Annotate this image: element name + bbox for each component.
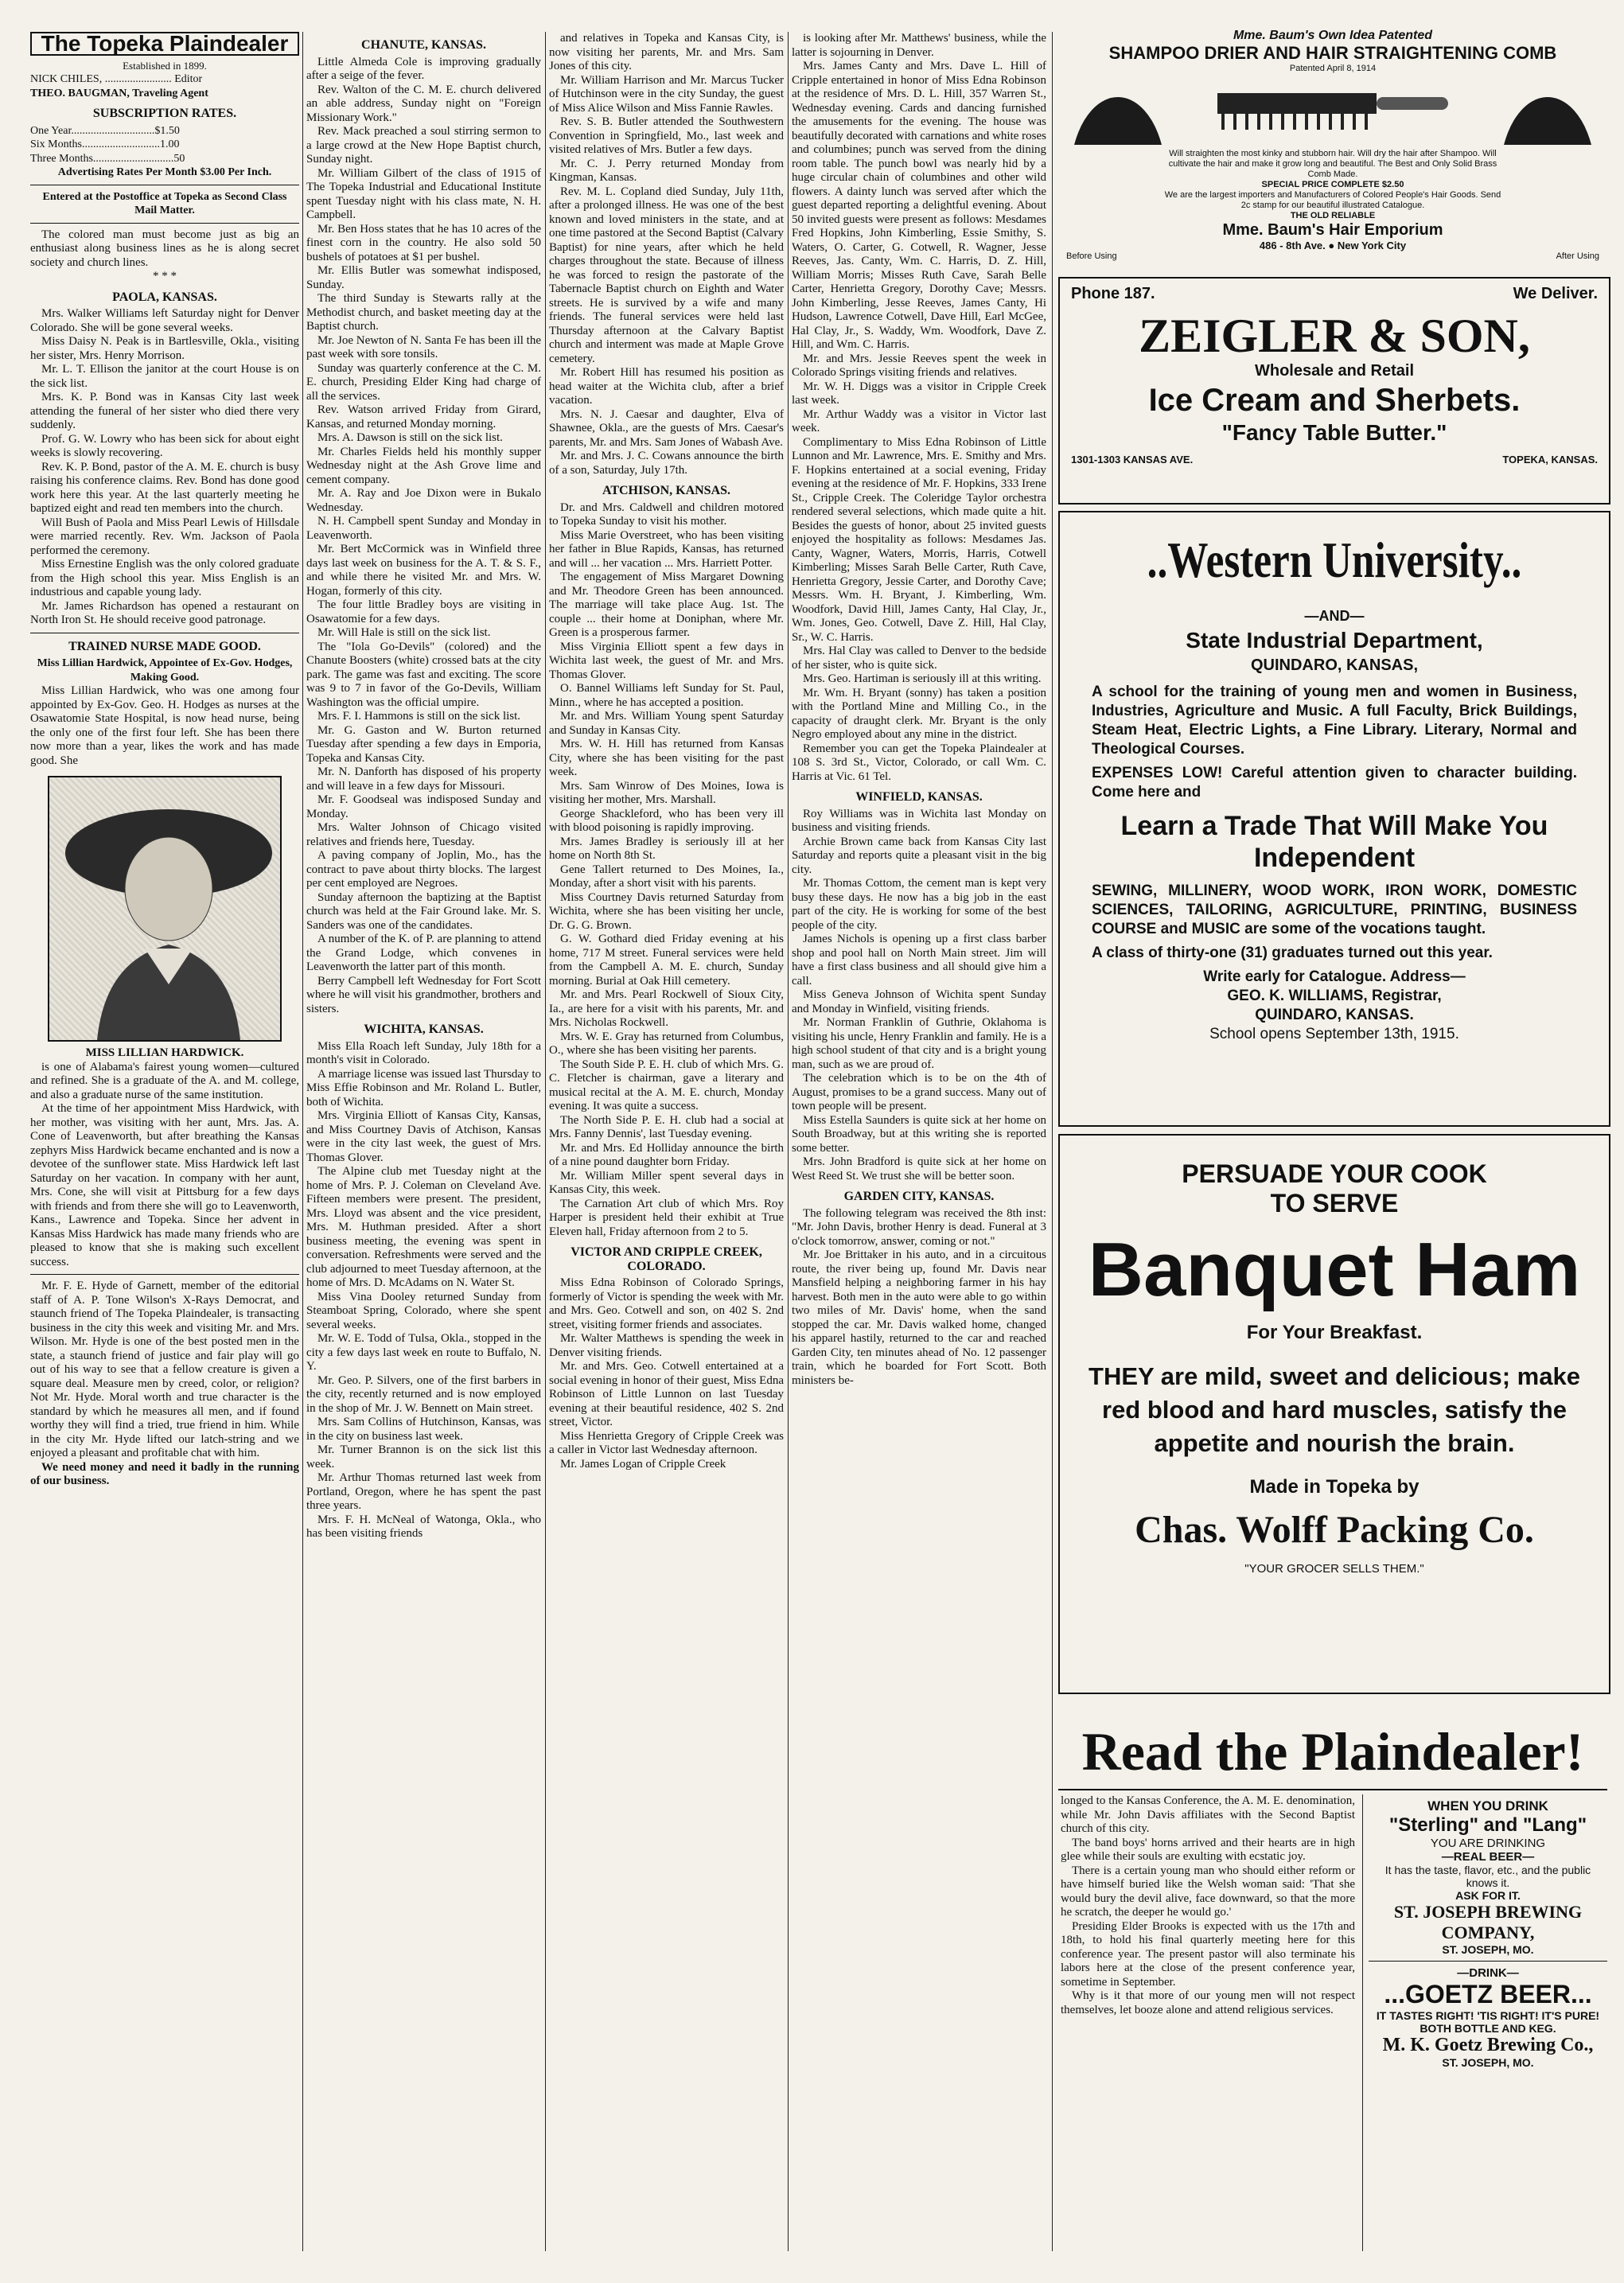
news-item: The celebration which is to be on the 4th of August, promises to be a grand success. Many out of town people will be present.	[792, 1072, 1046, 1112]
western-name: ..Western University..	[1147, 532, 1522, 588]
news-item: Will Bush of Paola and Miss Pearl Lewis of Hillsdale were married recently. Rev. Wm. Jackson of Paola performed the ceremony.	[30, 516, 299, 557]
zeigler-product: Ice Cream and Sherbets.	[1148, 383, 1521, 418]
chanute-head: CHANUTE, KANSAS.	[361, 38, 486, 52]
news-item: There is a certain young man who should either reform or have himself buried like the Welsh woman said: 'That she would bury the devil alive, face downward, so that the more he scratch, the deeper he would go.'	[1061, 1864, 1355, 1919]
baum-patent: Patented April 8, 1914	[1289, 64, 1377, 73]
news-item: Mr. James Richardson has opened a restaurant on North Iron St. He should receive good patronage.	[30, 599, 299, 626]
news-item: The North Side P. E. H. club had a social at Mrs. Fanny Dennis', last Tuesday evening.	[549, 1113, 784, 1140]
news-item: The Alpine club met Tuesday night at the home of Mrs. P. J. Coleman on Cleveland Ave. Fifteen members were present. The president, Mrs. Lloyd was absent and the vice president, Mrs. M. Huthman presided. After a short business meeting, the evening was spent in conversation. Refreshments were served and the club adjourned to meet Tuesday afternoon, at the home of Mrs. D. McAdams on N. Water St.	[306, 1165, 541, 1289]
news-item: Mrs. Geo. Hartiman is seriously ill at this writing.	[803, 672, 1042, 685]
news-item: The band boys' horns arrived and their hearts are in high glee while their souls are exulting with ecstatic joy.	[1061, 1836, 1355, 1863]
continued-column	[1061, 1794, 1355, 2251]
news-item: The engagement of Miss Margaret Downing and Mr. Theodore Green has been announced. The marriage will take place Aug. 1st. The couple ... their home at Doniphan, where Mr. Green is a prosperous farmer.	[549, 571, 784, 639]
news-item: Mr. and Mrs. Pearl Rockwell of Sioux City, Ia., are here for a visit with his parents, Mr. and Mrs. Nicholas Rockwell.	[549, 988, 784, 1029]
news-item: James Nichols is opening up a first class barber shop and pool hall on North Main street. Jim will have a first class business and all should give him a call.	[792, 933, 1046, 988]
news-item: Complimentary to Miss Edna Robinson of Little Lunnon and Mr. Lawrence, Mrs. E. Smithy and Mrs. F. Hopkins entertained at a social evening, Friday evening at the residence of Mr. F. Hopkins, 333 Irene St., Cripple Creek. The Coleridge Taylor orchestra rendered several selections, which made quite a hit. Besides the guests of honor, about 25 invited guests enjoyed the hospitality as follows: Mesdames Jas. Canty, Wagner, Waters, Morris, Harris, Cotwell Kimberling; Misses Sarah Belle Carter, Ruth Cave, Henrietta Gregory, Jessie Carter, and Dorothy Cave; Messrs. Wm. H. Bryant, J. Kimberling, Wm. Woodfork, David Hill, James Canty, Hal Clay, Jr., Wm. Jones, Geo. Cotwell, Dave Z. Hill, Hal Clay, Sr., W. C. Harris.	[792, 435, 1046, 644]
rate-six: Six Months............................1.00	[30, 138, 180, 150]
column-4	[792, 32, 1046, 2251]
news-item: Sunday afternoon the baptizing at the Baptist church was held at the Fair Ground lake. Mr. S. Sanders was one of the candidates.	[306, 890, 541, 932]
news-item: Mr. Ben Hoss states that he has 10 acres of the finest corn in the country. He also sold 50 bushels of potatoes at $1 per bushel.	[306, 222, 541, 263]
news-item: Mr. Geo. P. Silvers, one of the first barbers in the city, recently returned and is now employed in the shop of Mr. J. W. Bennett on Main street.	[306, 1373, 541, 1415]
news-item: Mrs. N. J. Caesar and daughter, Elva of Shawnee, Okla., are the guests of Mrs. Caesar's parents, Mr. and Mrs. Sam Jones of Wabash Ave.	[549, 407, 784, 449]
news-item: Mrs. James Canty and Mrs. Dave L. Hill of Cripple entertained in honor of Miss Edna Robinson at the residence of Mrs. D. L. Hill, 357 Warren St., Wednesday evening. Cards and dancing furnished the amusements for the evening. The house was beautifully decorated with carnations and white roses and columbines; punch was served from the dining room table. The punch bowl was nearly hid by a huge circular chain of columbines and other wild flowers. A dainty lunch was served after which the guest departed reporting a delightful evening. About 50 invited guests were present as follows: Mesdames Fred Hopkins, John Kimberling, Essie Smithy, S. Waters, O. Carter, G. Cotwell, R. Wagner, Jesse Reeves, Jas. Canty, Wm. C. Harris, D. Z. Hill, William Morris; Misses Ruth Cave, Sarah Belle Carter, Henrietta Gregory, Dorothy Cave; Messrs. John Kimberling, Jesse Reeves, James Canty, Hi Hudson, Lawrence Cotwell, Dave Hill, Earl McGee, Hal Clay, Jr., S. Waddy, Wm. Woodfork, Dave Z. Hill, and Wm. C. Harris.	[792, 60, 1046, 351]
news-item: Mr. and Mrs. Geo. Cotwell entertained at a social evening in honor of their guest, Miss Edna Robinson of Little Lunnon on last Tuesday evening at their beautiful residence, 402 S. 2nd street, Victor.	[549, 1360, 784, 1428]
news-item: and relatives in Topeka and Kansas City, is now visiting her parents, Mr. and Mrs. Sam Jones of this city.	[549, 32, 784, 72]
baum-body: Will straighten the most kinky and stubborn hair. Will dry the hair after Shampoo. Will cultivate the hair and make it grow long and beautiful. The Best and Only Solid Brass Comb Made.	[1168, 149, 1497, 179]
news-item: Gene Tallert returned to Des Moines, Ia., Monday, after a short visit with his parents.	[549, 863, 784, 890]
news-item: Mr. Bert McCormick was in Winfield three days last week on business for the A. T. & S. F., and while there he visited Mr. and Mrs. W. Hogan, formerly of this city.	[306, 543, 541, 598]
woman-portrait-icon	[49, 777, 280, 1040]
baum-body2: We are the largest importers and Manufacturers of Colored People's Hair Goods. Send 2c stamp for our beautiful illustrated Catalogue.	[1164, 190, 1501, 210]
news-item: is looking after Mr. Matthews' business, while the latter is sojourning in Denver.	[792, 32, 1046, 59]
news-item: Mrs. A. Dawson is still on the sick list.	[317, 431, 503, 444]
advertising-rates: Advertising Rates Per Month $3.00 Per Inch.	[57, 166, 272, 178]
rate-three: Three Months.............................50	[30, 152, 185, 165]
news-item: Rev. M. L. Copland died Sunday, July 11th, after a prolonged illness. He was one of the best known and loved ministers in the state, and at one time pastored at the Second Baptist (Calvary Baptist) for nine years, after which he held charges throughout the state. Because of illness he was forced to resign the pastorate of the Tabernacle Baptist church on Eighth and Water streets. He is survived by a wife and many friends. The funeral services were held last Thursday afternoon at the Calvary Baptist church and interment was made at Maple Grove cemetery.	[549, 185, 784, 365]
news-item: Mr. and Mrs. William Young spent Saturday and Sunday in Kansas City.	[549, 710, 784, 737]
column-rule	[545, 32, 546, 2251]
divider	[1058, 1789, 1607, 1790]
beer-brewery: ST. JOSEPH BREWING COMPANY,	[1393, 1902, 1583, 1942]
news-item: Mr. Arthur Thomas returned last week from Portland, Oregon, where he has spent the past three years.	[306, 1471, 541, 1512]
news-item: Berry Campbell left Wednesday for Fort Scott where he will visit his grandmother, brothers and sisters.	[306, 974, 541, 1015]
news-item: Mr. William Miller spent several days in Kansas City, this week.	[549, 1169, 784, 1196]
masthead-staff-agent: THEO. BAUGMAN, Traveling Agent	[30, 87, 208, 99]
news-item: Mr. G. Gaston and W. Burton returned Tuesday after spending a few days in Emporia, Topeka and Kansas City.	[306, 723, 541, 765]
baum-comb-ad	[1058, 29, 1607, 267]
news-item: Archie Brown came back from Kansas City last Saturday and reports quite a pleasant visit in the big city.	[792, 835, 1046, 876]
baum-top: Mme. Baum's Own Idea Patented	[1233, 29, 1433, 42]
column-rule	[788, 32, 789, 2251]
western-learn: Learn a Trade That Will Make You Independent	[1120, 811, 1548, 873]
news-item: The South Side P. E. H. club of which Mrs. G. C. Fletcher is chairman, gave a literary and musical recital at the A. M. E. church, Monday evening. It was quite a success.	[549, 1058, 784, 1112]
zeigler-ad	[1058, 277, 1610, 505]
after-using-label: After Using	[1556, 251, 1599, 261]
baum-address: 486 - 8th Ave. ● New York City	[1259, 240, 1407, 251]
baum-old: THE OLD RELIABLE	[1290, 211, 1376, 220]
news-item: Mrs. F. H. McNeal of Watonga, Okla., who has been visiting friends	[306, 1513, 541, 1540]
news-item: George Shackleford, who has been very ill with blood poisoning is rapidly improving.	[549, 807, 784, 834]
ham-persuade: PERSUADE YOUR COOK	[1182, 1159, 1487, 1188]
news-item: Miss Courtney Davis returned Saturday from Wichita, where she has been visiting her uncle, Dr. G. G. Brown.	[549, 890, 784, 932]
masthead-staff-editor: NICK CHILES, ........................ Editor	[30, 73, 203, 85]
news-item: Mrs. Walker Williams left Saturday night for Denver Colorado. She will be gone several weeks.	[30, 307, 299, 334]
ham-body: THEY are mild, sweet and delicious; make red blood and hard muscles, satisfy the appetite and nourish the brain.	[1089, 1362, 1580, 1457]
column-rule	[1052, 32, 1053, 2251]
news-item: Roy Williams was in Wichita last Monday on business and visiting friends.	[792, 807, 1046, 834]
news-item: Mr. F. Goodseal was indisposed Sunday and Monday.	[306, 793, 541, 820]
goetz-beer: ...GOETZ BEER...	[1384, 1980, 1592, 2008]
rate-year: One Year..............................$1.50	[30, 124, 180, 137]
column-1	[30, 32, 299, 2251]
ham-company: Chas. Wolff Packing Co.	[1135, 1509, 1534, 1551]
news-item: O. Bannel Williams left Sunday for St. Paul, Minn., where he has accepted a position.	[549, 682, 784, 709]
read-plaindealer-banner: Read the Plaindealer!	[1081, 1721, 1584, 1782]
news-item: Rev. S. B. Butler attended the Southwestern Convention in Springfield, Mo., last week and visited relatives of Mrs. Butler a few days.	[549, 115, 784, 156]
western-university-ad	[1058, 511, 1610, 1127]
news-item: Mr. and Mrs. Ed Holliday announce the birth of a nine pound daughter born Friday.	[549, 1141, 784, 1168]
photo-caption: MISS LILLIAN HARDWICK.	[85, 1046, 244, 1059]
news-item: Miss Henrietta Gregory of Cripple Creek was a caller in Victor last Wednesday afternoon.	[549, 1429, 784, 1456]
masthead-title: The Topeka Plaindealer	[30, 32, 299, 56]
divider	[1369, 1961, 1607, 1962]
news-item: Mrs. W. E. Gray has returned from Columbus, O., where she has been visiting her parents.	[549, 1030, 784, 1057]
news-item: Mrs. Virginia Elliott of Kansas City, Kansas, and Miss Courtney Davis of Atchison, Kansas were in the city last week, the guest of Mrs. Thomas Glover.	[306, 1109, 541, 1164]
news-item: Sunday was quarterly conference at the C. M. E. church, Presiding Elder King had charge of all the services.	[306, 361, 541, 403]
news-item: The third Sunday is Stewarts rally at the Methodist church, and basket meeting day at the Baptist church.	[306, 292, 541, 333]
news-item: Rev. Mack preached a soul stirring sermon to a large crowd at the New Hope Baptist church, Sunday night.	[306, 125, 541, 166]
news-item: Mr. Robert Hill has resumed his position as head waiter at the Wichita club, after a brief vacation.	[549, 366, 784, 407]
column-rule	[302, 32, 303, 2251]
western-registrar: GEO. K. WILLIAMS, Registrar,	[1227, 988, 1442, 1004]
news-item: Mr. C. J. Perry returned Monday from Kingman, Kansas.	[549, 157, 784, 184]
baum-emporium: Mme. Baum's Hair Emporium	[1222, 221, 1443, 239]
news-item: Mr. Thomas Cottom, the cement man is kept very busy these days. He now has a big job in the east part of the city. He is working for some of the best people of the city.	[792, 877, 1046, 932]
news-item: Little Almeda Cole is improving gradually after a seige of the fever.	[306, 55, 541, 82]
news-item: The Carnation Art club of which Mrs. Roy Harper is president held their exhibit at True Eleven hall, Friday afternoon from 2 to 5.	[549, 1197, 784, 1238]
news-item: Mr. Turner Brannon is on the sick list this week.	[306, 1443, 541, 1471]
news-item: Mr. William Gilbert of the class of 1915 of The Topeka Industrial and Educational Institute spent Tuesday night with his class mate, N. H. Campbell.	[306, 166, 541, 221]
goetz-company: M. K. Goetz Brewing Co.,	[1382, 2035, 1594, 2055]
news-item: Presiding Elder Brooks is expected with us the 17th and 18th, to hold his final quarterly meeting here for this conference year. The present pastor will also terminate his labors here at the close of the present conference year, sometime in September.	[1061, 1919, 1355, 1989]
news-item: Mrs. John Bradford is quite sick at her home on West Reed St. We trust she will be better soon.	[792, 1155, 1046, 1182]
news-item: Mr. F. E. Hyde of Garnett, member of the editorial staff of A. P. Tone Wilson's X-Rays Democrat, and staunch friend of The Topeka Plaindealer, is transacting business in the city this week and visiting Mr. and Mrs. Wilson. Mr. Hyde is one of the best posted men in the state, a staunch friend of justice and fair play will go out of his way to see that a fellow creature is given a square deal. Measure men by creed, color, or religion? Not Mr. Hyde. Moral worth and true character is the standard by which he measures all men, and if found worthy they will find a tried, true friend in him. While in the city Mr. Hyde lifted our latch-string and we enjoyed a pleasant and profitable chat with him.	[30, 1280, 299, 1459]
news-item: Miss Ella Roach left Sunday, July 18th for a month's visit in Colorado.	[306, 1039, 541, 1066]
banquet-ham-ad	[1058, 1134, 1610, 1694]
news-item: Mr. Will Hale is still on the sick list.	[317, 626, 491, 639]
news-item: Mr. Arthur Waddy was a visitor in Victor last week.	[792, 407, 1046, 434]
zeigler-phone: Phone 187.	[1071, 285, 1155, 302]
news-item: Miss Virginia Elliott spent a few days in Wichita last week, the guest of Mr. and Mrs. Thomas Glover.	[549, 640, 784, 681]
news-item: Mr. Joe Brittaker in his auto, and in a circuitous route, the river being up, found Mr. Davis near Mansfield helping a neighboring farmer in his hay harvest. Both men in the auto were able to go within two miles of Mr. Davis' home, when the sand stopped the car. Mr. Davis walked home, changed his apparel hastily, returned to the car and reached Garden City, ten minutes ahead of No. 12 passenger train, which he boarded for Fort Scott. Both ministers be-	[792, 1249, 1046, 1387]
beer-real: —REAL BEER—	[1441, 1850, 1535, 1864]
news-item: Mrs. F. I. Hammons is still on the sick list.	[317, 710, 521, 723]
news-item: N. H. Campbell spent Sunday and Monday in Leavenworth.	[306, 515, 541, 542]
zeigler-name: ZEIGLER & SON,	[1139, 310, 1530, 362]
western-quindaro: QUINDARO, KANSAS.	[1255, 1007, 1414, 1023]
comb-icon	[1058, 73, 1607, 145]
news-item: The following telegram was received the 8th inst: "Mr. John Davis, brother Henry is dead. Funeral at 3 o'clock tomorrow, answer, coming or not."	[792, 1206, 1046, 1248]
news-item: G. W. Gothard died Friday evening at his home, 717 M street. Funeral services were held from the Campbell A. M. E. church, Sunday morning. Burial at Oak Hill cemetery.	[549, 933, 784, 988]
column-rule	[1362, 1794, 1363, 2251]
news-item: Miss Lillian Hardwick, who was one among four appointed by Ex-Gov. Geo. H. Hodges as nurses at the Osawatomie State Hospital, is now head nurse, being the only one of the first four left. She has been there now more than a year, likes the work and has made good. She	[30, 684, 299, 767]
column-3	[549, 32, 784, 2251]
masthead-established: Established in 1899.	[123, 59, 207, 72]
beer-brands: "Sterling" and "Lang"	[1388, 1814, 1587, 1836]
winfield-head: WINFIELD, KANSAS.	[855, 790, 983, 804]
news-item: Mrs. Sam Collins of Hutchinson, Kansas, was in the city on business last week.	[306, 1416, 541, 1443]
intro-paragraph: The colored man must become just as big an enthusiast along business lines as he is along secret society and church lines.	[30, 228, 299, 269]
western-dept: State Industrial Department,	[1186, 628, 1483, 653]
victor-head: VICTOR AND CRIPPLE CREEK, COLORADO.	[571, 1245, 762, 1273]
news-item: At the time of her appointment Miss Hardwick, with her mother, was visiting with her aunt, Mrs. Jas. A. Cone of Leavenworth, but after breathing the Kansas zephyrs Miss Hardwick became enchanted and is now a devotee of the sunflower state. Miss Hardwick left last Saturday on her vacation. In company with her aunt, Mrs. Cone, she will visit at Pittsburg for a few days with friends and from there she will go to Leavenworth, Kans., Lawrence and Topeka. Since her advent in Kansas Miss Hardwick has made many friends who are pleased to know that she is making such excellent success.	[30, 1102, 299, 1268]
portrait-photo	[48, 776, 282, 1042]
news-item: A number of the K. of P. are planning to attend the Grand Lodge, which convenes in Leavenworth the latter part of this month.	[306, 933, 541, 973]
news-item: Mr. Ellis Butler was somewhat indisposed, Sunday.	[306, 264, 541, 291]
ham-grocer: "YOUR GROCER SELLS THEM."	[1244, 1562, 1424, 1576]
nurse-head: TRAINED NURSE MADE GOOD.	[68, 639, 261, 653]
nurse-subhead: Miss Lillian Hardwick, Appointee of Ex-Gov. Hodges, Making Good.	[37, 657, 293, 684]
news-item: The four little Bradley boys are visiting in Osawatomie for a few days.	[306, 598, 541, 625]
garden-city-head: GARDEN CITY, KANSAS.	[843, 1190, 995, 1203]
news-item: Mr. and Mrs. J. C. Cowans announce the birth of a son, Saturday, July 17th.	[549, 450, 784, 477]
western-city: QUINDARO, KANSAS,	[1250, 656, 1418, 674]
western-write: Write early for Catalogue. Address—	[1203, 968, 1466, 985]
news-item: Mr. W. E. Todd of Tulsa, Okla., stopped in the city a few days last week en route to Buffalo, N. Y.	[306, 1332, 541, 1373]
news-item: Miss Vina Dooley returned Sunday from Steamboat Spring, Colorado, where she spent several weeks.	[306, 1290, 541, 1331]
goetz-tastes: IT TASTES RIGHT! 'TIS RIGHT! IT'S PURE!	[1376, 2009, 1600, 2022]
beer-stjoe: ST. JOSEPH, MO.	[1442, 1943, 1534, 1956]
zeigler-sub: Wholesale and Retail	[1254, 362, 1415, 380]
goetz-both: BOTH BOTTLE AND KEG.	[1420, 2022, 1556, 2035]
news-item: A marriage license was issued last Thursday to Miss Effie Robinson and Mr. Roland L. Butler, both of Wichita.	[306, 1067, 541, 1108]
news-item: longed to the Kansas Conference, the A. M. E. denomination, while Mr. John Davis affiliates with the Second Baptist church of this city.	[1061, 1794, 1355, 1835]
news-item: Mr. James Logan of Cripple Creek	[560, 1457, 726, 1471]
western-expenses: EXPENSES LOW! Careful attention given to character building. Come here and	[1092, 765, 1577, 801]
news-item: Mrs. Walter Johnson of Chicago visited relatives and friends here, Tuesday.	[306, 821, 541, 848]
beer-ask: ASK FOR IT.	[1455, 1889, 1521, 1902]
news-item: Dr. and Mrs. Caldwell and children motored to Topeka Sunday to visit his mother.	[549, 501, 784, 528]
stars-separator: * * *	[153, 270, 177, 282]
news-item: is one of Alabama's fairest young women—cultured and refined. She is a graduate of the A. and M. college, and also a graduate nurse of the same institution.	[30, 1060, 299, 1101]
news-item: Miss Edna Robinson of Colorado Springs, formerly of Victor is spending the week with Mr. and Mrs. Geo. Cotwell and son, on 402 S. 2nd street, visiting former friends and associates.	[549, 1276, 784, 1331]
news-item: The "Iola Go-Devils" (colored) and the Chanute Boosters (white) crossed bats at the city park. The game was fast and exciting. The score was 9 to 7 in favor of the Go-Devils, William Washington was the official umpire.	[306, 640, 541, 709]
news-item: Mr. Charles Fields held his monthly supper Wednesday night at the Ash Grove lime and cement company.	[306, 445, 541, 486]
paola-head: PAOLA, KANSAS.	[112, 290, 217, 304]
column-2	[306, 32, 541, 2251]
divider	[30, 1274, 299, 1275]
wichita-head: WICHITA, KANSAS.	[364, 1023, 484, 1036]
news-item: Prof. G. W. Lowry who has been sick for about eight weeks is slowly recovering.	[30, 432, 299, 459]
st-joseph-brewing-ad	[1369, 1798, 1607, 2069]
beer-taste: It has the taste, flavor, etc., and the public knows it.	[1384, 1864, 1591, 1889]
news-item: Rev. Walton of the C. M. E. church delivered an able address, Sunday night on "Foreign Missionary Work."	[306, 83, 541, 124]
news-item: Mr. Joe Newton of N. Santa Fe has been ill the past week with sore tonsils.	[306, 333, 541, 360]
news-item: Mrs. Hal Clay was called to Denver to the bedside of her sister, who is quite sick.	[792, 645, 1046, 672]
news-item: Miss Daisy N. Peak is in Bartlesville, Okla., visiting her sister, Mrs. Henry Morrison.	[30, 335, 299, 362]
news-item: Miss Marie Overstreet, who has been visiting her father in Blue Rapids, Kansas, has returned and will ... her vacation ... Mrs. Harriett Potter.	[549, 528, 784, 570]
baum-special: SPECIAL PRICE COMPLETE $2.50	[1261, 180, 1404, 189]
ham-breakfast: For Your Breakfast.	[1246, 1322, 1423, 1343]
ham-made: Made in Topeka by	[1249, 1476, 1420, 1498]
news-item: Mr. A. Ray and Joe Dixon were in Bukalo Wednesday.	[306, 487, 541, 514]
ham-name: Banquet Ham	[1088, 1227, 1581, 1312]
news-item: Mr. Wm. H. Bryant (sonny) has taken a position with the Portland Mine and Milling Co., in the capacity of draught clerk. Mr. Bryant is the only Negro employed about any mine in the district.	[792, 686, 1046, 741]
baum-title: SHAMPOO DRIER AND HAIR STRAIGHTENING COMB	[1108, 43, 1557, 63]
news-item: Mr. Walter Matthews is spending the week in Denver visiting friends.	[549, 1332, 784, 1359]
western-trades: SEWING, MILLINERY, WOOD WORK, IRON WORK, DOMESTIC SCIENCES, TAILORING, AGRICULTURE, PRINTING, BUSINESS COURSE and MUSIC are some of the vocations taught.	[1092, 882, 1577, 937]
goetz-city: ST. JOSEPH, MO.	[1442, 2056, 1534, 2069]
news-item: Mrs. K. P. Bond was in Kansas City last week attending the funeral of her sister who died there very suddenly.	[30, 391, 299, 431]
western-and: —AND—	[1304, 608, 1365, 624]
news-item: Why is it that more of our young men will not respect themselves, let booze alone and attend religious services.	[1061, 1989, 1355, 2016]
news-item: Mr. W. H. Diggs was a visitor in Cripple Creek last week.	[792, 380, 1046, 407]
subscription-head: SUBSCRIPTION RATES.	[92, 107, 237, 120]
news-item: Miss Geneva Johnson of Wichita spent Sunday and Monday in Winfield, visiting friends.	[792, 988, 1046, 1015]
beer-drink: —DRINK—	[1457, 1966, 1519, 1980]
atchison-head: ATCHISON, KANSAS.	[602, 484, 731, 497]
entered-notice: Entered at the Postoffice at Topeka as Second Class Mail Matter.	[42, 190, 287, 216]
news-item: Remember you can get the Topeka Plaindealer at 108 S. 3rd St., Victor, Colorado, or call Wm. C. Harris at Vic. 61 Tel.	[792, 742, 1046, 783]
divider	[30, 223, 299, 224]
before-using-label: Before Using	[1066, 251, 1117, 261]
news-item: Mr. William Harrison and Mr. Marcus Tucker of Hutchinson were in the city Sunday, the guest of Miss Alice Wilson and Miss Fannie Rawles.	[549, 73, 784, 115]
western-desc: A school for the training of young men and women in Business, Industries, Agriculture and Music. A full Faculty, Brick Buildings, Steam Heat, Electric Lights, a Fine Library. Literary, Normal and Theological Courses.	[1092, 684, 1577, 758]
news-item: Mrs. W. H. Hill has returned from Kansas City, where she has been visiting for the past week.	[549, 738, 784, 778]
zeigler-address: 1301-1303 KANSAS AVE.	[1071, 454, 1194, 466]
news-item: Mrs. James Bradley is seriously ill at her home on North 8th St.	[549, 835, 784, 862]
news-item: Rev. Watson arrived Friday from Girard, Kansas, and returned Monday morning.	[306, 403, 541, 430]
news-item: Rev. K. P. Bond, pastor of the A. M. E. church is busy raising his conference claims. Rev. Bond has done good work here this year. At the last quarterly meeting he baptized eight and read ten members into the church.	[30, 460, 299, 515]
news-item: Mr. L. T. Ellison the janitor at the court House is on the sick list.	[30, 363, 299, 390]
money-notice: We need money and need it badly in the running of our business.	[30, 1460, 299, 1487]
zeigler-butter: "Fancy Table Butter."	[1221, 420, 1447, 445]
western-class: A class of thirty-one (31) graduates turned out this year.	[1092, 945, 1493, 961]
news-item: Mr. N. Danforth has disposed of his property and will leave in a few days for Missouri.	[306, 766, 541, 793]
ham-serve: TO SERVE	[1270, 1189, 1399, 1217]
news-item: Mrs. Sam Winrow of Des Moines, Iowa is visiting her mother, Mrs. Marshall.	[549, 779, 784, 806]
news-item: A paving company of Joplin, Mo., has the contract to pave about thirty blocks. The largest per cent employed are Negroes.	[306, 849, 541, 890]
western-opens: School opens September 13th, 1915.	[1209, 1026, 1459, 1042]
zeigler-city: TOPEKA, KANSAS.	[1502, 454, 1598, 466]
beer-when: WHEN YOU DRINK	[1427, 1798, 1548, 1814]
zeigler-deliver: We Deliver.	[1513, 285, 1598, 302]
beer-drinking: YOU ARE DRINKING	[1430, 1837, 1546, 1850]
news-item: Mr. and Mrs. Jessie Reeves spent the week in Colorado Springs visiting friends and relatives.	[792, 352, 1046, 379]
news-item: Mr. Norman Franklin of Guthrie, Oklahoma is visiting his uncle, Henry Franklin and family. He is a high school student of that city and is a bright young man, such as we are proud of.	[792, 1016, 1046, 1071]
news-item: Miss Estella Saunders is quite sick at her home on South Broadway, but at this writing she is reported some better.	[792, 1113, 1046, 1155]
news-item: Miss Ernestine English was the only colored graduate from the High school this year. Miss English is an industrious and capable young lady.	[30, 558, 299, 598]
